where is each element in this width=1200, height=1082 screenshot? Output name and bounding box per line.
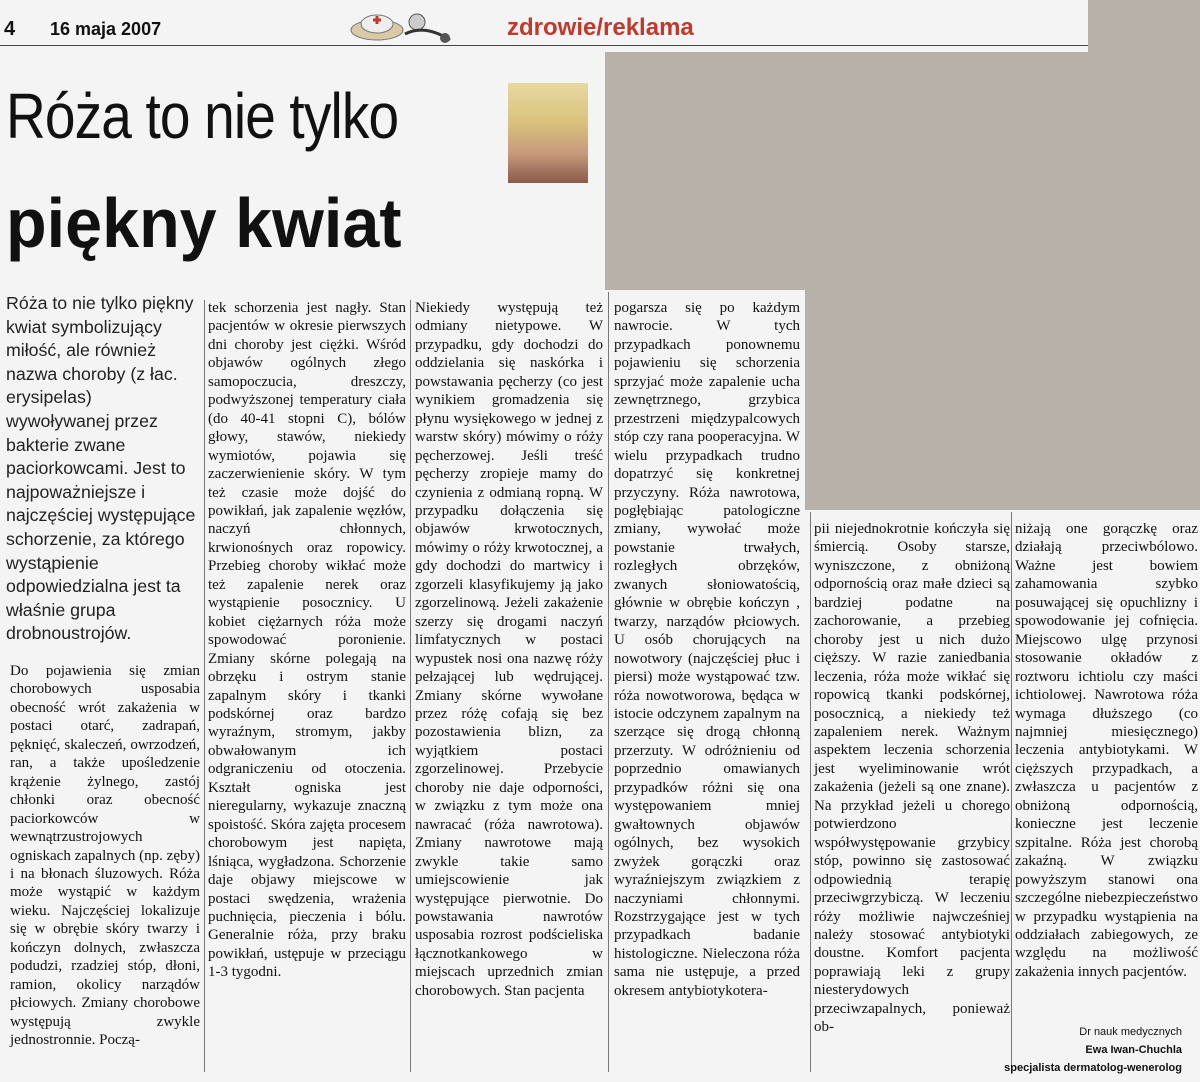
column-divider	[410, 300, 411, 1072]
author-title: Dr nauk medycznych	[1079, 1026, 1182, 1038]
column-divider	[1011, 512, 1012, 1072]
medical-items-icon	[345, 4, 460, 44]
column-divider	[608, 292, 609, 1072]
author-name: Ewa Iwan-Chuchla	[1085, 1044, 1182, 1056]
article-column-3: Niekiedy występują też odmiany nietypowe. W przypadku, gdy dochodzi do oddzielania się naskórka i powstawania pęcherzy (co jest wynikiem gromadzenia się płynu wysiękowego w jednej z warstw skóry) mówimy o róży pęcherzowej. Jeśli treść pęcherzy zropieje mamy do czynienia z odmianą ropną. W przypadku dołączenia się objawów krwotocznych, mówimy o róży krwotocznej, a gdy dochodzi do martwicy i zgorzeli klasyfikujemy ją jako zgorzelinową. Jeżeli zakażenie szerzy się drogami naczyń limfatycznych w postaci wypustek nosi ona nazwę róży pełzającej lub wędrującej. Zmiany skórne wywołane przez różę cofają się bez pozostawienia blizn, za wyjątkiem postaci zgorzelinowej. Przebycie choroby nie daje odporności, w związku z tym może ona nawracać (róża nawrotowa). Zmiany nawrotowe mają zwykle takie samo umiejscowienie jak występujące pierwotnie. Do powstawania nawrotów usposabia rozrost podścieliska łącznotkankowego w miejscach uprzednich zmian chorobowych. Stan pacjenta	[415, 300, 603, 999]
article-column-5: pii niejednokrotnie kończyła się śmiercią. Osoby starsze, wyniszczone, z obniżoną odpornością oraz małe dzieci są bardziej podatne na zachorowanie, a przebieg choroby jest u nich dużo cięższy. W razie zaniedbania leczenia, róża może wikłać się ropowicą tkanki podskórnej, posocznicą, a niekiedy też zapaleniem nerek. Ważnym aspektem leczenia schorzenia jest wyeliminowanie wrót zakażenia (jeżeli są one znane). Na przykład jeżeli u chorego potwierdzono współwystępowanie grzybicy stóp, powinno się zastosować odpowiednią terapię przeciwgrzybiczą. W leczeniu róży możliwie najwcześniej należy stosować antybiotyki doustne. Komfort pacjenta poprawiają leki z grupy niesterydowych przeciwzapalnych, ponieważ ob-	[814, 521, 1010, 1036]
issue-date: 16 maja 2007	[50, 19, 162, 39]
gray-block-top-right	[1088, 0, 1200, 52]
headline-line-1: Róża to nie tylko	[6, 80, 399, 152]
article-column-4: pogarsza się po każdym nawrocie. W tych przypadkach ponownemu pojawieniu się schorzenia sprzyjać może zapalenie ucha zewnętrznego, grzybica przestrzeni międzypalcowych stóp czy rana pooperacyjna. W wielu przypadkach trudno dopatrzyć się konkretnej przyczyny. Róża nawrotowa, pogłębiając patologiczne zmiany, wywołać może powstanie trwałych, rozległych obrzęków, zwanych słoniowatością, głównie w obrębie kończyn , twarzy, narządów płciowych. U osób chorujących na nowotwory (najczęściej płuc i piersi) może wystąpować tzw. róża nowotworowa, będąca w istocie odczynem zapalnym na szerzące się drogą chłonną przerzuty. W odróżnieniu od poprzednio omawianych przypadków różni się ona występowaniem mniej gwałtownych objawów ogólnych, bez wysokich zwyżek gorączki oraz wyraźniejszym związkiem z naczyniami chłonnymi. Rozstrzygające jest w tych przypadkach badanie histologiczne. Nieleczona róża sama nie ustępuje, a przed okresem antybiotykotera-	[614, 300, 800, 999]
column-divider	[204, 300, 205, 1072]
article-column-6: niżają one gorączkę oraz działają przeciwbólowo. Ważne jest bowiem zahamowania szybko posuwającej się opuchlizny i spowodowanie jej cofnięcia. Miejscowo ulgę przynosi stosowanie okładów z roztworu ichtiolu czy maści ichtiolowej. Nawrotowa róża wymaga dłuższego (co najmniej miesięcznego) leczenia antybiotykami. W cięższych przypadkach, a zwłaszcza u pacjentów z obniżoną odpornością, konieczne jest leczenie szpitalne. Róża jest chorobą zakaźną. W związku powyższym stanowi ona szczególne niebezpieczeństwo w przypadku wystąpienia na oddziałach zabiegowych, ze względu na możliwość zakażenia innych pacjentów.	[1015, 521, 1198, 980]
gray-block-lower	[805, 290, 1200, 510]
header-rule	[0, 45, 1088, 46]
author-photo	[508, 83, 588, 183]
section-label: zdrowie/reklama	[507, 14, 694, 41]
headline-line-2: piękny kwiat	[6, 184, 402, 262]
page-number: 4	[4, 18, 16, 40]
article-column-1: Do pojawienia się zmian chorobowych usposabia obecność wrót zakażenia w postaci otarć, zadrapań, pęknięć, skaleczeń, owrzodzeń, ran, a także upośledzenie krążenie żylnego, zastój chłonki oraz obecność paciorkowców w wewnątrzustrojowych ogniskach zapalnych (np. zęby) i na błonach śluzowych. Róża może wystąpić w każdym wieku. Najczęściej lokalizuje się w obrębie skóry twarzy i kończyn dolnych, zwłaszcza podudzi, rzadziej stóp, dłoni, ramion, okolicy narządów płciowych. Zmiany chorobowe występują zwykle jednostronnie. Począ-	[10, 663, 200, 1049]
gray-block-upper	[605, 52, 1200, 290]
author-specialty: specjalista dermatolog-wenerolog	[1004, 1062, 1182, 1074]
column-divider	[810, 512, 811, 1072]
lead-paragraph: Róża to nie tylko piękny kwiat symbolizujący miłość, ale również nazwa choroby (z łac. erysipelas) wywoływanej przez bakterie zwane paciorkowcami. Jest to najpoważniejsze i najczęściej występujące schorzenie, za którego wystąpienie odpowiedzialna jest ta właśnie grupa drobnoustrojów.	[6, 293, 196, 644]
article-column-2: tek schorzenia jest nagły. Stan pacjentów w okresie pierwszych dni choroby jest ciężki. Wśród objawów ogólnych złego samopoczucia, dreszczy, podwyższonej temperatury ciała (do 40-41 stopni C), bólów głowy, stawów, niekiedy wymiotów, pojawia się zaczerwienienie skóry. W tym też czasie może dojść do powikłań, jak zapalenie węzłów, naczyń chłonnych, krwionośnych oraz ropowicy. Przebieg choroby wikłać może też zapalenie nerek oraz wystąpienie posocznicy. U kobiet ciężarnych róża może spowodować poronienie. Zmiany skórne polegają na obrzęku i ostrym stanie zapalnym skóry i tkanki podskórnej oraz bardzo wyraźnym, stromym, jakby obwałowanym ich odgraniczeniu od otoczenia. Kształt ogniska jest nieregularny, wykazuje znaczną spoistość. Skóra zajęta procesem chorobowym jest napięta, lśniąca, wygładzona. Schorzenie daje objawy miejscowe w postaci swędzenia, wrażenia puchnięcia, pieczenia i bólu. Generalnie róża, przy braku powikłań, ustępuje w przeciągu 1-3 tygodni.	[208, 300, 406, 981]
